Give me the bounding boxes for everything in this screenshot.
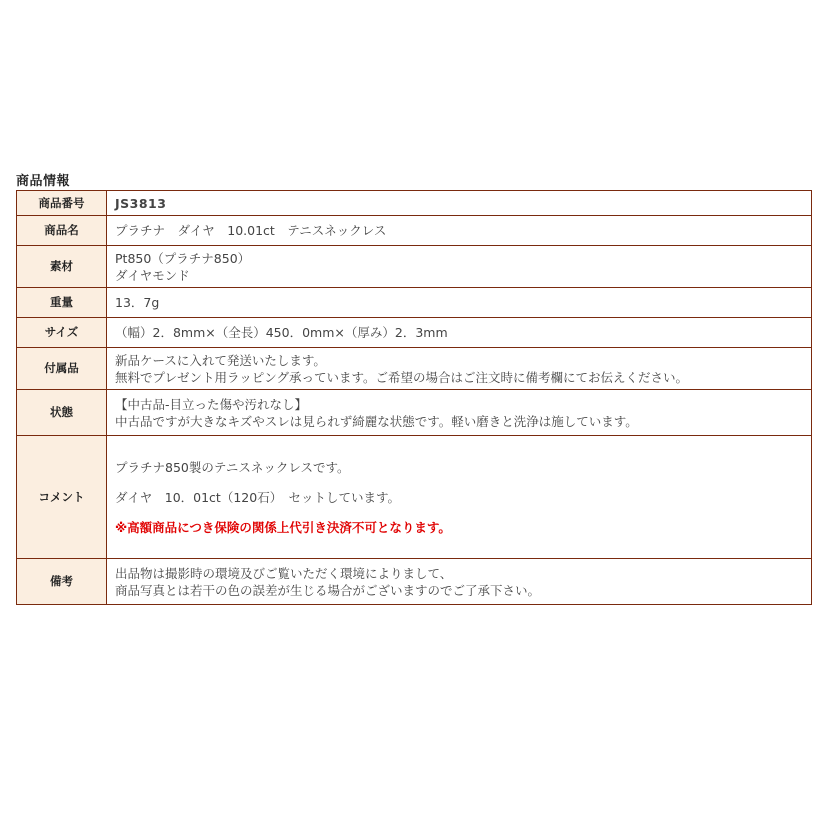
material-value	[107, 246, 812, 288]
product-name: プラチナ ダイヤ 10.01ct テニスネックレス	[107, 216, 812, 246]
row-label-weight: 重量	[17, 288, 107, 318]
row-label-name: 商品名	[17, 216, 107, 246]
table-row-name	[17, 216, 812, 246]
condition-line: 中古品ですが大きなキズやスレは見られず綺麗な状態です。軽い磨きと洗浄は施しています。	[115, 413, 638, 429]
comment-line: プラチナ850製のテニスネックレスです。	[115, 459, 350, 475]
material-line: Pt850（プラチナ850）	[115, 250, 251, 266]
table-row-code	[17, 191, 812, 216]
accessories-line: 無料でプレゼント用ラッピング承っています。ご希望の場合はご注文時に備考欄にてお伝えください。	[115, 369, 689, 385]
accessories-value	[107, 348, 812, 390]
size-value: （幅）2．8mm×（全長）450．0mm×（厚み）2．3mm	[107, 318, 812, 348]
condition-line: 【中古品-目立った傷や汚れなし】	[115, 396, 308, 412]
table-row-weight	[17, 288, 812, 318]
table-row-material	[17, 246, 812, 288]
table-row-comment	[17, 436, 812, 559]
row-label-accessories: 付属品	[17, 348, 107, 390]
table-row-size	[17, 318, 812, 348]
condition-value	[107, 390, 812, 436]
row-label-size: サイズ	[17, 318, 107, 348]
table-row-condition	[17, 390, 812, 436]
row-label-condition: 状態	[17, 390, 107, 436]
table-row-accessories	[17, 348, 812, 390]
weight-value: 13．7g	[107, 288, 812, 318]
row-label-code: 商品番号	[17, 191, 107, 216]
row-label-comment: コメント	[17, 436, 107, 559]
warning-notice: ※高額商品につき保険の関係上代引き決済不可となります。	[115, 519, 451, 535]
comment-value	[107, 436, 812, 559]
comment-line: ダイヤ 10．01ct（120石） セットしています。	[115, 489, 400, 505]
material-line: ダイヤモンド	[115, 267, 190, 283]
section-title: 商品情報	[16, 174, 71, 189]
row-label-material: 素材	[17, 246, 107, 288]
notes-value	[107, 559, 812, 605]
accessories-line: 新品ケースに入れて発送いたします。	[115, 352, 326, 368]
product-code: JS3813	[107, 191, 812, 216]
product-info-table	[16, 190, 812, 605]
row-label-notes: 備考	[17, 559, 107, 605]
table-row-notes	[17, 559, 812, 605]
notes-line: 商品写真とは若干の色の誤差が生じる場合がございますのでご了承下さい。	[115, 582, 541, 598]
notes-line: 出品物は撮影時の環境及びご覧いただく環境によりまして、	[115, 565, 453, 581]
